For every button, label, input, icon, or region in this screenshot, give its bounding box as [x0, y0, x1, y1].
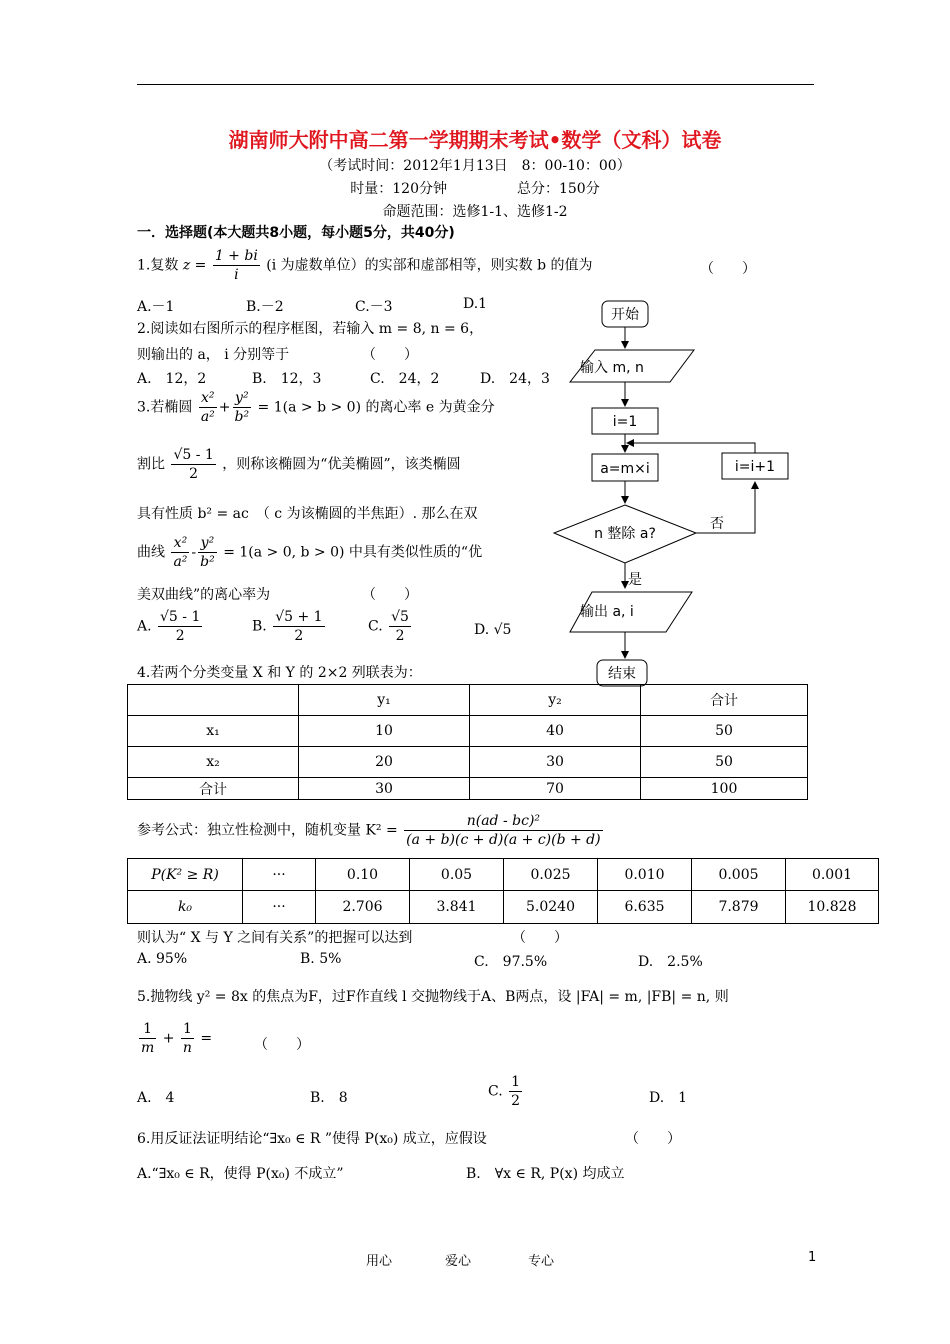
start-label: 开始 — [611, 307, 639, 323]
q6-option-a: A.“∃x₀ ∈ R，使得 P(x₀) 不成立” — [137, 1166, 344, 1182]
q5-option-c: C. $\frac{1}{2}$ — [488, 1074, 521, 1109]
q4-answer-paren: （ ） — [512, 930, 568, 946]
question-1: 1.复数 z = $\frac{1 + bi}{i}$ (i 为虚数单位）的实部和虚部相等，则实数 b 的值为 — [137, 248, 593, 283]
q2-option-c: C. 24，2 — [370, 371, 440, 387]
q4-option-d: D. 2.5% — [638, 954, 703, 970]
q2-option-a: A. 12，2 — [137, 371, 207, 387]
q3-option-c: C. $\frac{√5}{2}$ — [368, 609, 409, 644]
q4-option-c: C. 97.5% — [474, 954, 548, 970]
question-3-line3: 具有性质 b² = ac （ c 为该椭圆的半焦距）. 那么在双 — [137, 506, 478, 522]
q5-option-b: B. 8 — [310, 1090, 348, 1106]
q3-option-b: B. $\frac{√5 + 1}{2}$ — [252, 609, 323, 644]
footer-left: 用心 — [366, 1254, 393, 1269]
question-2-line1: 2.阅读如右图所示的程序框图，若输入 m = 8, n = 6， — [137, 321, 484, 337]
q1-option-c: C.－3 — [355, 299, 393, 315]
q4-conclusion: 则认为“ X 与 Y 之间有关系”的把握可以达到 — [137, 930, 413, 946]
q5-option-d: D. 1 — [649, 1090, 688, 1106]
footer-right: 专心 — [528, 1254, 555, 1269]
q5-option-a: A. 4 — [137, 1090, 175, 1106]
section-heading: 一．选择题(本大题共8小题，每小题5分，共40分) — [137, 225, 455, 241]
question-5: 5.抛物线 y² = 8x 的焦点为F，过F作直线 l 交抛物线于A、B两点，设 |FA| = m, |FB| = n, 则 — [137, 989, 729, 1005]
input-label: 输入 m, n — [580, 360, 644, 376]
duration-score: 时量：120分钟 总分：150分 — [350, 181, 600, 197]
question-4: 4.若两个分类变量 X 和 Y 的 2×2 列联表为： — [137, 665, 422, 681]
q1-option-a: A.－1 — [137, 299, 175, 315]
q6-option-b: B. ∀x ∈ R, P(x) 均成立 — [466, 1166, 625, 1182]
table-row: k₀ ··· 2.706 3.841 5.0240 6.635 7.879 10.828 — [128, 891, 879, 924]
question-6: 6.用反证法证明结论“∃x₀ ∈ R ”使得 P(x₀) 成立，应假设 — [137, 1131, 487, 1147]
table-row: x₂ 20 30 50 — [128, 747, 808, 778]
q2-answer-paren: （ ） — [362, 347, 418, 363]
q5-expression: $\frac{1}{m}$ + $\frac{1}{n}$ = — [141, 1021, 213, 1056]
question-3-line1: 3.若椭圆 $\frac{\text{x²}}{\text{a²}}$ + $\frac{\text{y²}}{\text{b²}}$ = 1(a > b > 0) 的离心率 e 为黄金分 — [137, 390, 495, 425]
q1-fraction: $\frac{1 + bi}{i}$ — [214, 248, 258, 283]
q3-option-a: A. $\frac{√5 - 1}{2}$ — [137, 609, 201, 644]
init-label: i=1 — [612, 414, 638, 430]
footer-middle: 爱心 — [445, 1254, 472, 1269]
question-3-line2: 割比 $\frac{√5 - 1}{2}$ ，则称该椭圆为“优美椭圆”，该类椭圆 — [137, 447, 461, 482]
flowchart — [540, 290, 810, 700]
flow-arrow-loop — [627, 443, 755, 453]
flow-arrow-no — [696, 482, 755, 533]
q4-option-b: B. 5% — [300, 951, 342, 967]
page-number: 1 — [808, 1250, 817, 1265]
yes-label: 是 — [628, 572, 642, 588]
decision-label: n 整除 a? — [594, 526, 656, 542]
contingency-table — [127, 684, 808, 800]
q1-answer-paren: （ ） — [700, 261, 756, 277]
q5-answer-paren: （ ） — [254, 1037, 310, 1053]
reference-formula: 参考公式：独立性检测中，随机变量 K² = $\frac{\text{n(ad - bc)²}}{(a + b)(c + d)(a + c)(b + d)}$ — [137, 813, 601, 848]
q3-answer-paren: （ ） — [362, 587, 418, 603]
exam-time: （考试时间：2012年1月13日 8：00-10：00） — [319, 158, 631, 174]
end-label: 结束 — [608, 666, 636, 682]
q1-option-d: D.1 — [463, 296, 488, 312]
question-2-line2: 则输出的 a， i 分别等于 — [137, 347, 290, 363]
q6-answer-paren: （ ） — [625, 1131, 681, 1147]
no-label: 否 — [710, 516, 724, 532]
q1-option-b: B.－2 — [246, 299, 284, 315]
table-row: x₁ 10 40 50 — [128, 716, 808, 747]
q2-option-b: B. 12，3 — [252, 371, 322, 387]
question-3-line4: 曲线 $\frac{\text{x²}}{\text{a²}}$ - $\frac{\text{y²}}{\text{b²}}$ = 1(a > 0, b > 0) 中具有类似性质的“优 — [137, 535, 483, 570]
increment-label: i=i+1 — [734, 459, 776, 475]
process-label: a=m×i — [600, 461, 650, 477]
question-3-line5: 美双曲线”的离心率为 — [137, 587, 271, 603]
exam-scope: 命题范围：选修1-1、选修1-2 — [382, 204, 568, 220]
table-row: y₁ y₂ 合计 — [128, 685, 808, 716]
table-row: P(K² ≥ R) ··· 0.10 0.05 0.025 0.010 0.005 0.001 — [128, 859, 879, 891]
top-rule — [137, 84, 814, 85]
q4-option-a: A. 95% — [137, 951, 188, 967]
table-row: 合计 30 70 100 — [128, 778, 808, 800]
exam-title: 湖南师大附中高二第一学期期末考试•数学（文科）试卷 — [228, 128, 722, 152]
q3-option-d: D. √5 — [474, 622, 512, 638]
output-label: 输出 a, i — [580, 604, 634, 620]
critical-value-table — [127, 858, 879, 924]
q2-option-d: D. 24，3 — [480, 371, 550, 387]
